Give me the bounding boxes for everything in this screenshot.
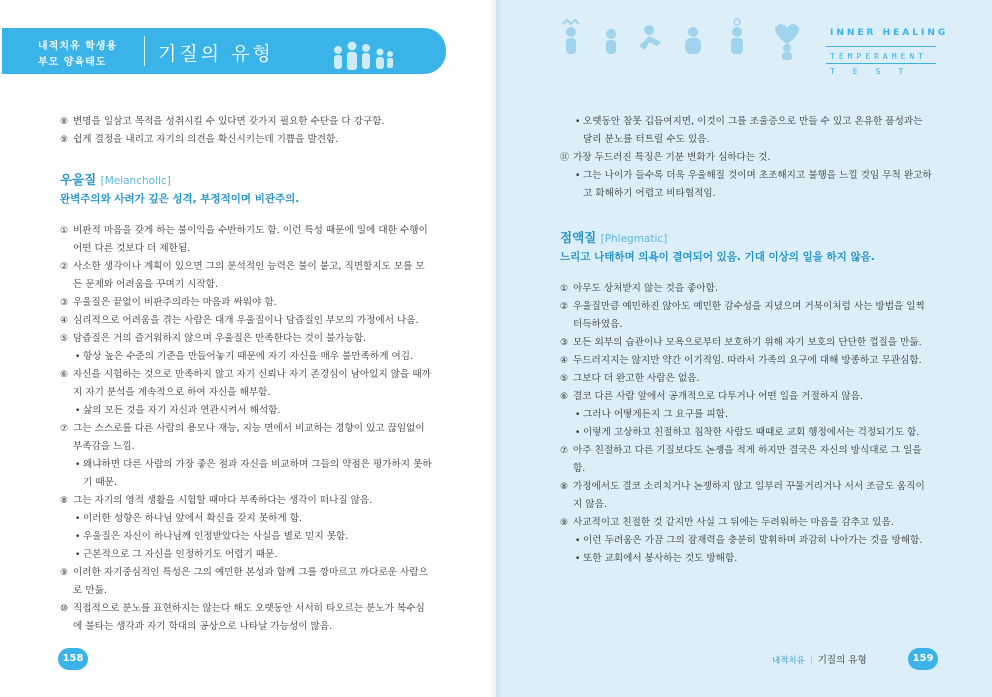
bullet-icon: •: [575, 554, 581, 564]
bullet-item: [560, 550, 934, 568]
temperament-label: TEMPERAMENT: [830, 52, 927, 61]
item-text: 모든 외부의 습관이나 모욕으로부터 보호하기 위해 자기 보호의 단단한 껍질을 만듦.: [573, 337, 922, 348]
item-text: 사소한 생각이나 계획이 있으면 그의 분석적인 능력은 불이 붙고, 직면할지도 모를 모든 문제와 어려움을 꾸며기 시작함.: [73, 261, 425, 290]
item-number: ⑦: [560, 446, 569, 456]
item-text: 우울질만큼 예민하진 않아도 예민한 감수성을 지녔으며 거북이처럼 사는 방법을 일찍 터득하였음.: [573, 301, 925, 330]
item-text: 아주 친절하고 다른 기질보다도 논쟁을 적게 하지만 결국은 자신의 방식대로 그 일을 함.: [573, 445, 922, 474]
numbered-item: [560, 280, 934, 298]
item-text: 그보다 더 완고한 사람은 없음.: [573, 373, 700, 384]
bullet-icon: •: [575, 117, 581, 127]
bullet-item: [60, 402, 432, 420]
item-number: ⑧: [560, 482, 569, 492]
bullet-item: [60, 348, 432, 366]
numbered-item: [560, 149, 934, 167]
choleric-continued-list: [60, 113, 432, 149]
numbered-item: [560, 514, 934, 532]
numbered-item: [560, 442, 934, 478]
section-subtitle: 완벽주의와 사려가 깊은 성격, 부정적이며 비관주의.: [60, 193, 300, 205]
item-text: 이러한 성향은 하나님 앞에서 확신을 갖지 못하게 함.: [83, 513, 303, 524]
test-label: TEST: [830, 67, 922, 76]
section-title-ko: 점액질: [560, 230, 597, 245]
page-number-left: 158: [58, 648, 88, 670]
item-number: ⑪: [560, 153, 570, 163]
section-title: [60, 171, 432, 190]
numbered-item: [560, 298, 934, 334]
numbered-item: [60, 420, 432, 456]
item-number: ⑨: [60, 135, 69, 145]
item-text: 자신을 시험하는 것으로 만족하지 않고 자기 신뢰나 자기 존경심이 남아있지 않을 때까지 자기 분석을 계속적으로 하여 자신을 해부함.: [73, 369, 431, 398]
banner-category: 내적치유 학생용: [38, 41, 118, 52]
item-text: 항상 높은 수준의 기준을 만들어놓기 때문에 자기 자신을 매우 불만족하게 여김.: [83, 351, 414, 362]
bullet-icon: •: [75, 352, 81, 362]
item-number: ④: [560, 356, 569, 366]
item-text: 그러나 어떻게든지 그 요구를 피함.: [583, 409, 728, 420]
item-number: ⑥: [560, 392, 569, 402]
section-title-en: [Melancholic]: [100, 175, 171, 187]
item-text: 결코 다른 사람 앞에서 공개적으로 다투거나 어떤 일을 거절하지 않음.: [573, 391, 863, 402]
item-number: ⑩: [60, 604, 69, 614]
page-gutter: [488, 0, 504, 697]
numbered-item: [60, 312, 432, 330]
numbered-item: [60, 131, 432, 149]
item-text: 그는 스스로를 다른 사람의 용모나 재능, 지능 면에서 비교하는 경향이 있고 끊임없이 부족감을 느낌.: [73, 423, 425, 452]
numbered-item: [60, 294, 432, 312]
numbered-item: [60, 330, 432, 348]
item-text: 오랫동안 참못 깁듬여지면, 이것이 그를 조울증으로 만들 수 있고 온유한 품성과는 달리 분노를 터트릴 수도 있음.: [583, 116, 923, 145]
item-number: ⑨: [60, 568, 69, 578]
numbered-item: [560, 352, 934, 370]
item-number: ③: [60, 298, 69, 308]
numbered-item: [60, 492, 432, 510]
melancholic-section: [60, 171, 432, 636]
footer-section: 내적치유: [772, 656, 805, 666]
bullet-item: [560, 113, 934, 149]
family-icon: [330, 40, 394, 74]
numbered-item: [60, 258, 432, 294]
numbered-item: [60, 113, 432, 131]
inner-healing-label: INNER HEALING: [830, 28, 949, 38]
numbered-item: [560, 334, 934, 352]
numbered-item: [560, 370, 934, 388]
header-rule: [826, 63, 936, 64]
numbered-item: [60, 600, 432, 636]
bullet-icon: •: [75, 460, 81, 470]
people-icons-row: [561, 16, 821, 62]
bullet-item: [560, 406, 934, 424]
section-title: [560, 229, 934, 248]
item-text: 왜냐하면 다른 사람의 가장 좋은 점과 자신을 비교하며 그들의 약점은 평가하지 못하기 때문.: [83, 459, 432, 488]
section-subtitle: 느리고 나태하며 의욕이 결여되어 있음. 기대 이상의 일을 하지 않음.: [560, 251, 875, 263]
bullet-item: [60, 510, 432, 528]
numbered-item: [560, 478, 934, 514]
bullet-item: [60, 456, 432, 492]
item-text: 직접적으로 분노를 표현하지는 않는다 해도 오랫동안 서서히 타오르는 분노가 복수심에 불타는 생각과 자기 학대의 공상으로 나타날 가능성이 많음.: [73, 603, 425, 632]
bullet-item: [560, 167, 934, 203]
item-text: 이런 두려움은 가끔 그의 잠재력을 충분히 발휘하며 과감히 나아가는 것을 방해함.: [583, 535, 923, 546]
numbered-item: [60, 564, 432, 600]
item-text: 쉽게 결정을 내리고 자기의 의견을 확신시키는데 기쁨을 발견함.: [73, 134, 339, 145]
footer-separator: |: [809, 656, 813, 666]
item-text: 변명을 일삼고 목적을 성취시킬 수 있다면 갖가지 필요한 수단을 다 강구함.: [73, 116, 385, 127]
bullet-item: [60, 546, 432, 564]
item-text: 우울질은 끝없이 비판주의라는 마음과 싸워야 함.: [73, 297, 277, 308]
item-number: ④: [60, 316, 69, 326]
item-text: 삶의 모든 것을 자기 자신과 연관시켜서 해석함.: [83, 405, 281, 416]
item-number: ⑤: [60, 334, 69, 344]
item-number: ①: [560, 284, 569, 294]
item-text: 아무도 상처받지 않는 것을 좋아함.: [573, 283, 718, 294]
section-title-en: [Phlegmatic]: [600, 233, 668, 245]
right-column: [560, 113, 934, 568]
item-number: ②: [560, 302, 569, 312]
bullet-icon: •: [75, 514, 81, 524]
phlegmatic-section: [560, 229, 934, 568]
item-text: 이렇게 고상하고 친절하고 침착한 사람도 때때로 교회 행정에서는 걱정되기도 함.: [583, 427, 920, 438]
item-number: ⑤: [560, 374, 569, 384]
phlegmatic-list: [560, 280, 934, 568]
bullet-icon: •: [575, 428, 581, 438]
numbered-item: [60, 366, 432, 402]
item-number: ⑨: [560, 518, 569, 528]
item-number: ⑦: [60, 424, 69, 434]
banner-subcategory: 부모 양육태도: [38, 57, 107, 68]
item-text: 그는 나이가 들수록 더욱 우울해질 것이며 초조해지고 불행을 느낄 것임 무척 완고하고 화해하기 어렵고 비타협적임.: [583, 170, 932, 199]
numbered-item: [560, 388, 934, 406]
bullet-icon: •: [575, 410, 581, 420]
item-number: ③: [560, 338, 569, 348]
bullet-item: [560, 532, 934, 550]
footer-title: 기질의 유형: [817, 655, 867, 666]
item-number: ②: [60, 262, 69, 272]
header-rule: [826, 46, 936, 47]
item-text: 이러한 자기중심적인 특성은 그의 예민한 본성과 함께 그를 깡마르고 까다로운 사람으로 만듦.: [73, 567, 428, 596]
item-text: 가장 두드러진 특징은 기분 변화가 심하다는 것.: [573, 152, 771, 163]
bullet-icon: •: [575, 536, 581, 546]
bullet-icon: •: [75, 532, 81, 542]
item-text: 가정에서도 결코 소리치거나 논쟁하지 않고 일부러 꾸물거리거나 서서 조금도 움직이지 않음.: [573, 481, 925, 510]
item-text: 우울질은 자신이 하나님께 인정받았다는 사실을 별로 믿지 못함.: [83, 531, 349, 542]
header-banner: [2, 28, 446, 74]
bullet-icon: •: [575, 171, 581, 181]
banner-divider: [144, 36, 145, 66]
item-number: ①: [60, 226, 69, 236]
item-text: 두드러지지는 않지만 약간 이기적임. 따라서 가족의 요구에 대해 방종하고 무관심함.: [573, 355, 922, 366]
item-text: 심리적으로 어려움을 겪는 사람은 대개 우울질이나 담즙질인 부모의 가정에서 나옴.: [73, 315, 419, 326]
bullet-item: [60, 528, 432, 546]
melancholic-continued-list: [560, 113, 934, 203]
item-number: ⑥: [60, 370, 69, 380]
item-text: 사교적이고 친절한 것 같지만 사실 그 뒤에는 두려워하는 마음을 감추고 있음.: [573, 517, 894, 528]
item-number: ⑧: [60, 496, 69, 506]
item-text: 또한 교회에서 봉사하는 것도 방해함.: [583, 553, 738, 564]
bullet-icon: •: [75, 550, 81, 560]
section-title-ko: 우울질: [60, 172, 97, 187]
item-text: 그는 자기의 영적 생활을 시험할 때마다 부족하다는 생각이 떠나질 않음.: [73, 495, 373, 506]
bullet-icon: •: [75, 406, 81, 416]
item-text: 담즙질은 거의 즐거워하지 않으며 우울질은 만족한다는 것이 불가능함.: [73, 333, 367, 344]
melancholic-list: [60, 222, 432, 636]
banner-title: 기질의 유형: [158, 43, 274, 65]
numbered-item: [60, 222, 432, 258]
page-number-right: 159: [908, 648, 938, 670]
item-text: 비판적 마음을 갖게 하는 불이익을 수반하기도 함. 이런 특성 때문에 일에 대한 수행이 어떤 다른 것보다 더 제한됨.: [73, 225, 428, 254]
bullet-item: [560, 424, 934, 442]
running-footer: [772, 652, 867, 666]
left-column: [60, 113, 432, 636]
item-number: ⑧: [60, 117, 69, 127]
item-text: 근본적으로 그 자신을 인정하기도 어렵기 때문.: [83, 549, 278, 560]
